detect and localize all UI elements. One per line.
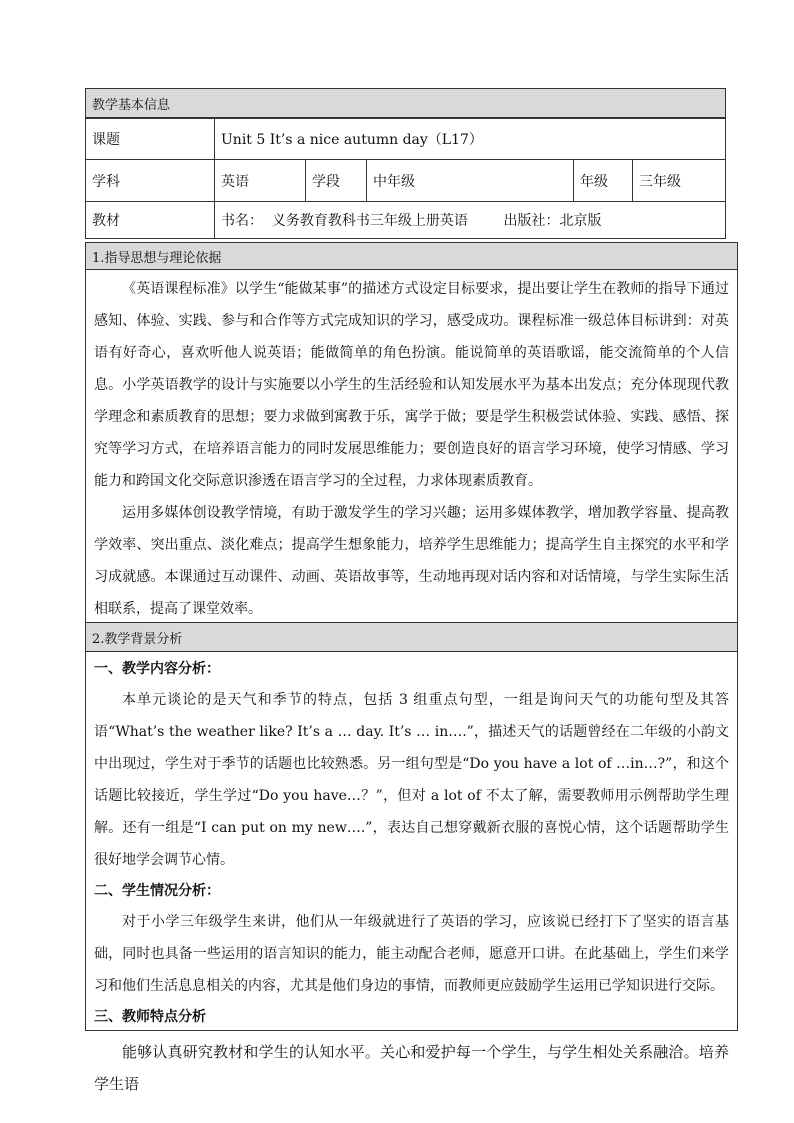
section1-title: 1.指导思想与理论依据: [92, 250, 222, 266]
subject-label: 学科: [86, 160, 215, 202]
topic-label: 课题: [86, 119, 215, 160]
content-analysis-heading: 一、教学内容分析：: [94, 661, 220, 677]
textbook-row: [86, 202, 726, 239]
section1-body: [85, 269, 738, 623]
section2-header: [85, 622, 738, 652]
textbook-label: 教材: [86, 202, 215, 239]
basic-info-table: [85, 118, 726, 239]
grade-value: 三年级: [633, 160, 726, 202]
content-analysis-text: 本单元谈论的是天气和季节的特点，包括 3 组重点句型，一组是询问天气的功能句型及其答语“What’s the weather like? It’s a … day. It’s … in….”，描述天气的话题曾经在二年级的小韵文中出现过，学生对于季节的话题也比较熟悉。另一组句型是“Do you have a lot of …in…?”，和这个话题比较接近，学生学过“Do you have…？”，但对 a lot of 不太了解，需要教师用示例帮助学生理解。还有一组是“I can put on my new….”，表达自己想穿戴新衣服的喜悦心情，这个话题帮助学生很好地学会调节心情。: [94, 692, 729, 868]
subject-value: 英语: [215, 160, 306, 202]
basic-info-title: 教学基本信息: [92, 97, 171, 113]
grade-label: 年级: [574, 160, 633, 202]
student-analysis-heading: 二、学生情况分析：: [94, 883, 220, 899]
basic-info-header: [85, 88, 726, 118]
section1-paragraph-2: 运用多媒体创设教学情境，有助于激发学生的学习兴趣；运用多媒体教学，增加教学容量、提高教学效率、突出重点、淡化难点；提高学生想象能力，培养学生思维能力；提高学生自主探究的水平和学习成就感。本课通过互动课件、动画、英语故事等，生动地再现对话内容和对话情境，与学生实际生活相联系，提高了课堂效率。: [94, 505, 729, 617]
topic-row: [86, 119, 726, 160]
section1-header: [85, 242, 738, 270]
section2-title: 2.教学背景分析: [92, 631, 183, 647]
stage-value: 中年级: [367, 160, 574, 202]
subject-row: [86, 160, 726, 202]
topic-value: Unit 5 It’s a nice autumn day（L17）: [215, 119, 726, 160]
textbook-value: 书名： 义务教育教科书三年级上册英语 出版社：北京版: [215, 202, 726, 239]
teacher-analysis-heading: 三、教师特点分析: [94, 1009, 206, 1025]
student-analysis-text: 对于小学三年级学生来讲，他们从一年级就进行了英语的学习，应该说已经打下了坚实的语言基础，同时也具备一些运用的语言知识的能力，能主动配合老师，愿意开口讲。在此基础上，学生们来学习和他们生活息息相关的内容，尤其是他们身边的事情，而教师更应鼓励学生运用已学知识进行交际。: [94, 914, 729, 994]
section2-body: [85, 651, 738, 1093]
stage-label: 学段: [306, 160, 367, 202]
section1-paragraph-1: 《英语课程标准》以学生“能做某事”的描述方式设定目标要求，提出要让学生在教师的指导下通过感知、体验、实践、参与和合作等方式完成知识的学习，感受成功。课程标准一级总体目标讲到：对英语有好奇心，喜欢听他人说英语；能做简单的角色扮演。能说简单的英语歌谣，能交流简单的个人信息。小学英语教学的设计与实施要以小学生的生活经验和认知发展水平为基本出发点；充分体现现代教学理念和素质教育的思想；要力求做到寓教于乐，寓学于做；要是学生积极尝试体验、实践、感悟、探究等学习方式，在培养语言能力的同时发展思维能力；要创造良好的语言学习环境，使学习情感、学习能力和跨国文化交际意识渗透在语言学习的全过程，力求体现素质教育。: [94, 281, 729, 489]
teacher-analysis-text: 能够认真研究教材和学生的认知水平。关心和爱护每一个学生，与学生相处关系融洽。培养学生语: [94, 1043, 729, 1093]
